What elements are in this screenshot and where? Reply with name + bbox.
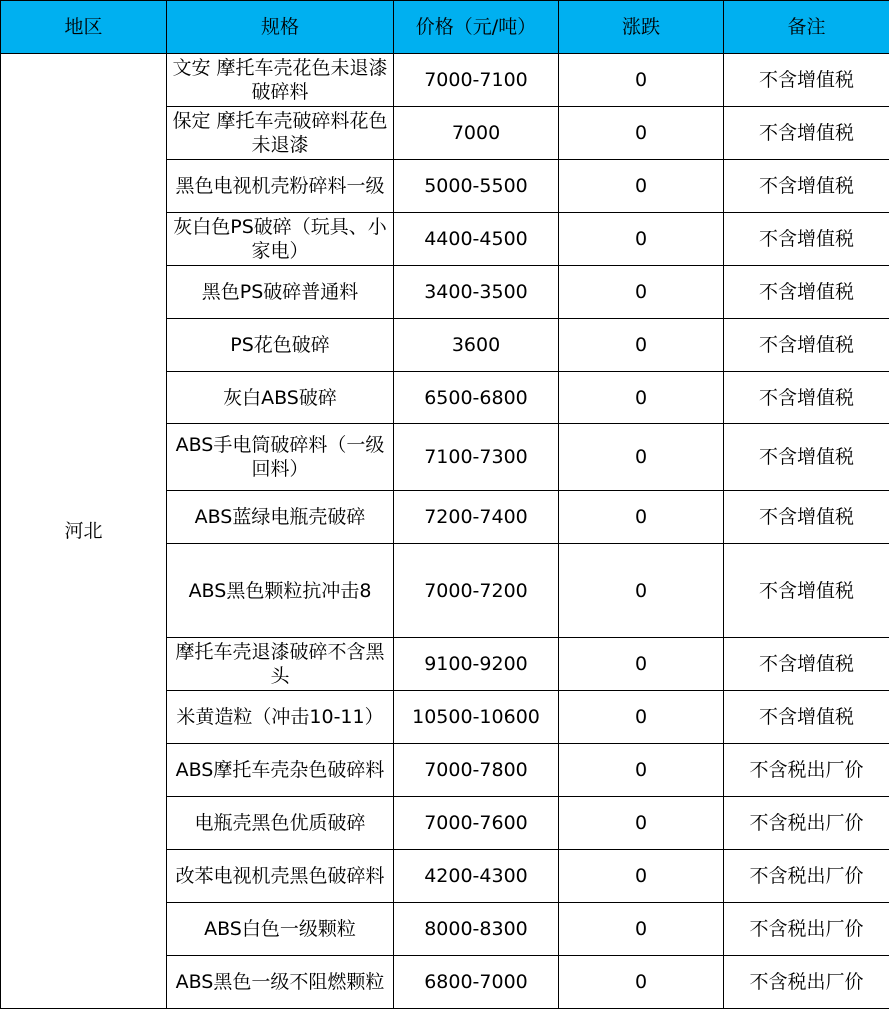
price-cell: 10500-10600: [394, 691, 559, 744]
spec-cell: 文安 摩托车壳花色未退漆破碎料: [167, 54, 394, 107]
change-cell: 0: [559, 638, 724, 691]
note-cell: 不含增值税: [724, 160, 889, 213]
change-cell: 0: [559, 54, 724, 107]
table-row: [1, 54, 889, 107]
header-note: 备注: [724, 1, 889, 54]
spec-cell: ABS手电筒破碎料（一级回料）: [167, 424, 394, 491]
change-cell: 0: [559, 266, 724, 319]
note-cell: 不含税出厂价: [724, 850, 889, 903]
note-cell: 不含增值税: [724, 319, 889, 372]
note-cell: 不含增值税: [724, 107, 889, 160]
header-spec: 规格: [167, 1, 394, 54]
spec-cell: 电瓶壳黑色优质破碎: [167, 797, 394, 850]
price-cell: 4200-4300: [394, 850, 559, 903]
spec-cell: PS花色破碎: [167, 319, 394, 372]
price-cell: 6500-6800: [394, 372, 559, 424]
change-cell: 0: [559, 213, 724, 266]
note-cell: 不含税出厂价: [724, 903, 889, 956]
note-cell: 不含税出厂价: [724, 956, 889, 1009]
note-cell: 不含税出厂价: [724, 744, 889, 797]
change-cell: 0: [559, 956, 724, 1009]
spec-cell: ABS摩托车壳杂色破碎料: [167, 744, 394, 797]
price-cell: 9100-9200: [394, 638, 559, 691]
change-cell: 0: [559, 424, 724, 491]
spec-cell: ABS黑色颗粒抗冲击8: [167, 544, 394, 638]
change-cell: 0: [559, 744, 724, 797]
price-cell: 3600: [394, 319, 559, 372]
note-cell: 不含增值税: [724, 691, 889, 744]
price-cell: 7000-7100: [394, 54, 559, 107]
change-cell: 0: [559, 903, 724, 956]
table-header-row: [1, 1, 889, 54]
note-cell: 不含增值税: [724, 54, 889, 107]
spec-cell: 灰白色PS破碎（玩具、小家电）: [167, 213, 394, 266]
change-cell: 0: [559, 491, 724, 544]
note-cell: 不含增值税: [724, 372, 889, 424]
note-cell: 不含增值税: [724, 213, 889, 266]
change-cell: 0: [559, 544, 724, 638]
spec-cell: 米黄造粒（冲击10-11）: [167, 691, 394, 744]
price-cell: 5000-5500: [394, 160, 559, 213]
spec-cell: 摩托车壳退漆破碎不含黑头: [167, 638, 394, 691]
price-cell: 3400-3500: [394, 266, 559, 319]
spec-cell: 改苯电视机壳黑色破碎料: [167, 850, 394, 903]
price-cell: 6800-7000: [394, 956, 559, 1009]
change-cell: 0: [559, 160, 724, 213]
spec-cell: 灰白ABS破碎: [167, 372, 394, 424]
note-cell: 不含税出厂价: [724, 797, 889, 850]
note-cell: 不含增值税: [724, 266, 889, 319]
spec-cell: ABS白色一级颗粒: [167, 903, 394, 956]
note-cell: 不含增值税: [724, 491, 889, 544]
header-region: 地区: [1, 1, 167, 54]
note-cell: 不含增值税: [724, 544, 889, 638]
spec-cell: ABS蓝绿电瓶壳破碎: [167, 491, 394, 544]
spec-cell: 黑色电视机壳粉碎料一级: [167, 160, 394, 213]
change-cell: 0: [559, 107, 724, 160]
change-cell: 0: [559, 797, 724, 850]
price-cell: 4400-4500: [394, 213, 559, 266]
price-cell: 7000-7600: [394, 797, 559, 850]
spec-cell: 保定 摩托车壳破碎料花色未退漆: [167, 107, 394, 160]
price-cell: 7100-7300: [394, 424, 559, 491]
note-cell: 不含增值税: [724, 638, 889, 691]
change-cell: 0: [559, 850, 724, 903]
header-change: 涨跌: [559, 1, 724, 54]
spec-cell: ABS黑色一级不阻燃颗粒: [167, 956, 394, 1009]
note-cell: 不含增值税: [724, 424, 889, 491]
change-cell: 0: [559, 691, 724, 744]
change-cell: 0: [559, 319, 724, 372]
spec-cell: 黑色PS破碎普通料: [167, 266, 394, 319]
price-cell: 7000-7800: [394, 744, 559, 797]
price-cell: 7000-7200: [394, 544, 559, 638]
change-cell: 0: [559, 372, 724, 424]
price-cell: 7200-7400: [394, 491, 559, 544]
region-cell: 河北: [1, 54, 167, 1009]
price-cell: 7000: [394, 107, 559, 160]
price-cell: 8000-8300: [394, 903, 559, 956]
header-price: 价格（元/吨）: [394, 1, 559, 54]
